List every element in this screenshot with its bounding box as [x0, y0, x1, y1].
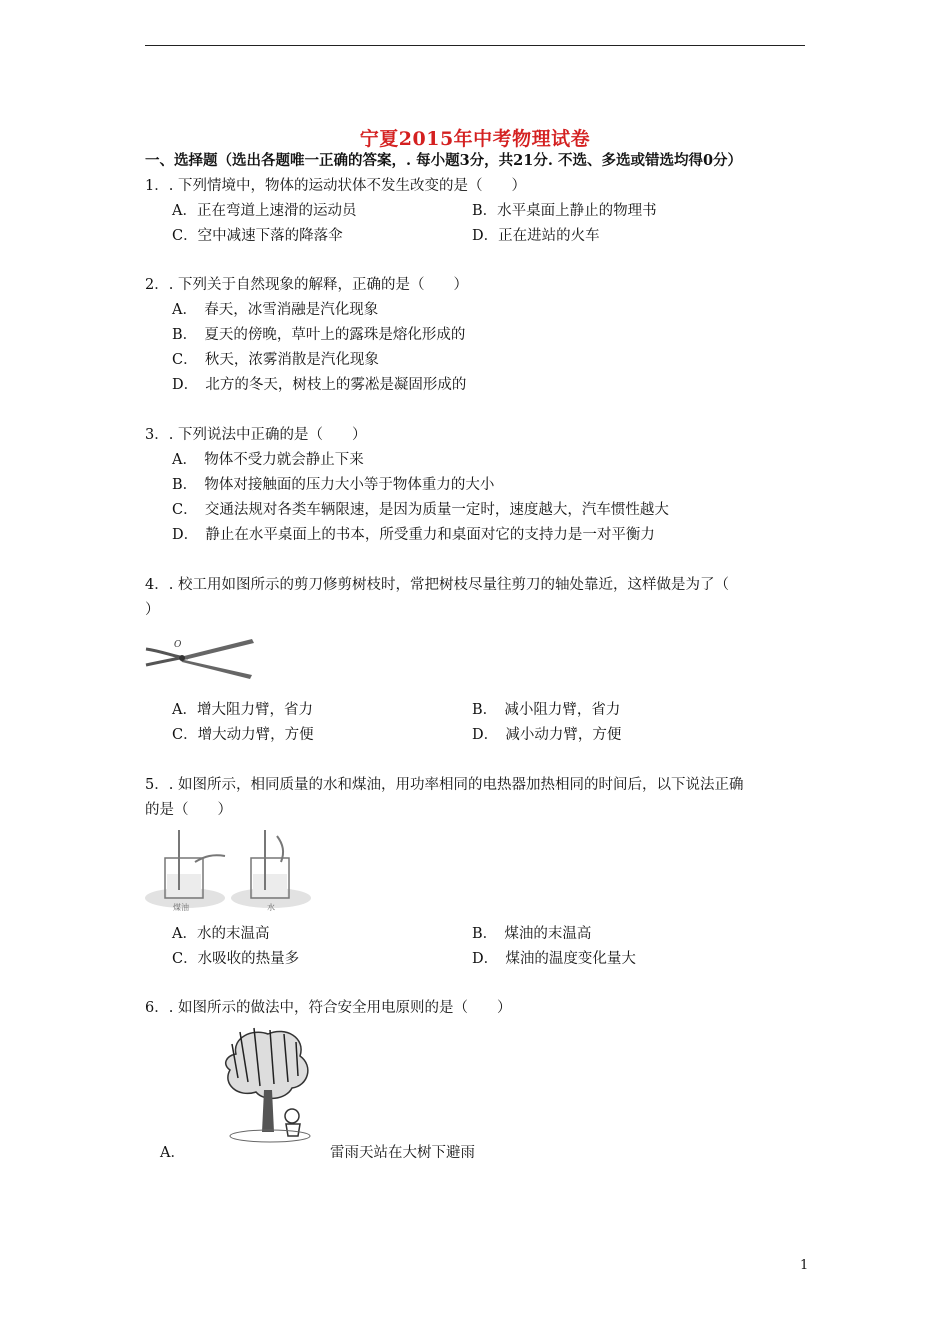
- q3-option-c: C． 交通法规对各类车辆限速，是因为质量一定时，速度越大，汽车惯性越大: [172, 502, 669, 518]
- beakers-figure: [143, 828, 318, 918]
- q5-option-a: A．水的末温高: [172, 926, 270, 942]
- water-label: 水: [267, 903, 275, 912]
- q1-option-b: B．水平桌面上静止的物理书: [472, 203, 657, 219]
- q4-stem-line2: ）: [145, 602, 160, 618]
- q5-stem-line1: 5．. 如图所示，相同质量的水和煤油，用功率相同的电热器加热相同的时间后，以下说法正确: [145, 777, 744, 793]
- header-rule: [145, 45, 805, 46]
- q6-option-a-letter: A．: [160, 1145, 185, 1161]
- q4-option-d: D． 减小动力臂，方便: [472, 727, 622, 743]
- q1-option-a: A．正在弯道上速滑的运动员: [172, 203, 357, 219]
- q4-stem-line1: 4．. 校工用如图所示的剪刀修剪树枝时，常把树枝尽量往剪刀的轴处靠近，这样做是为了（: [145, 577, 729, 593]
- q6-option-a: 雷雨天站在大树下避雨: [330, 1145, 475, 1161]
- section-heading: 一、选择题（选出各题唯一正确的答案，. 每小题3分，共21分. 不选、多选或错选均得0分）: [145, 152, 743, 169]
- q1-option-d: D．正在进站的火车: [472, 228, 600, 244]
- q4-option-a: A．增大阻力臂，省力: [172, 702, 313, 718]
- page-title: 宁夏2015年中考物理试卷: [359, 128, 591, 150]
- q3-option-b: B． 物体对接触面的压力大小等于物体重力的大小: [172, 477, 495, 493]
- q5-option-d: D． 煤油的温度变化量大: [472, 951, 636, 967]
- q3-stem: 3．. 下列说法中正确的是（ ）: [145, 427, 367, 443]
- q2-option-a: A． 春天，冰雪消融是汽化现象: [172, 302, 379, 318]
- q5-option-c: C．水吸收的热量多: [172, 951, 300, 967]
- q3-option-d: D． 静止在水平桌面上的书本，所受重力和桌面对它的支持力是一对平衡力: [172, 527, 655, 543]
- q2-option-c: C． 秋天，浓雾消散是汽化现象: [172, 352, 379, 368]
- lightning-tree-figure: [212, 1024, 320, 1146]
- q5-stem-line2: 的是（ ）: [145, 802, 232, 818]
- page-number: 1: [800, 1258, 809, 1273]
- q2-option-d: D． 北方的冬天，树枝上的雾凇是凝固形成的: [172, 377, 467, 393]
- q2-option-b: B． 夏天的傍晚，草叶上的露珠是熔化形成的: [172, 327, 466, 343]
- kerosene-label: 煤油: [173, 903, 189, 912]
- q1-option-c: C．空中减速下落的降落伞: [172, 228, 343, 244]
- q4-option-b: B． 减小阻力臂，省力: [472, 702, 621, 718]
- q4-option-c: C．增大动力臂，方便: [172, 727, 314, 743]
- q2-stem: 2．. 下列关于自然现象的解释，正确的是（ ）: [145, 277, 468, 293]
- q3-option-a: A． 物体不受力就会静止下来: [172, 452, 364, 468]
- q5-option-b: B． 煤油的末温高: [472, 926, 592, 942]
- q1-stem: 1．. 下列情境中，物体的运动状体不发生改变的是（ ）: [145, 178, 526, 194]
- pivot-label: O: [174, 640, 182, 650]
- scissors-figure: [144, 633, 256, 683]
- q6-stem: 6．. 如图所示的做法中，符合安全用电原则的是（ ）: [145, 1000, 512, 1016]
